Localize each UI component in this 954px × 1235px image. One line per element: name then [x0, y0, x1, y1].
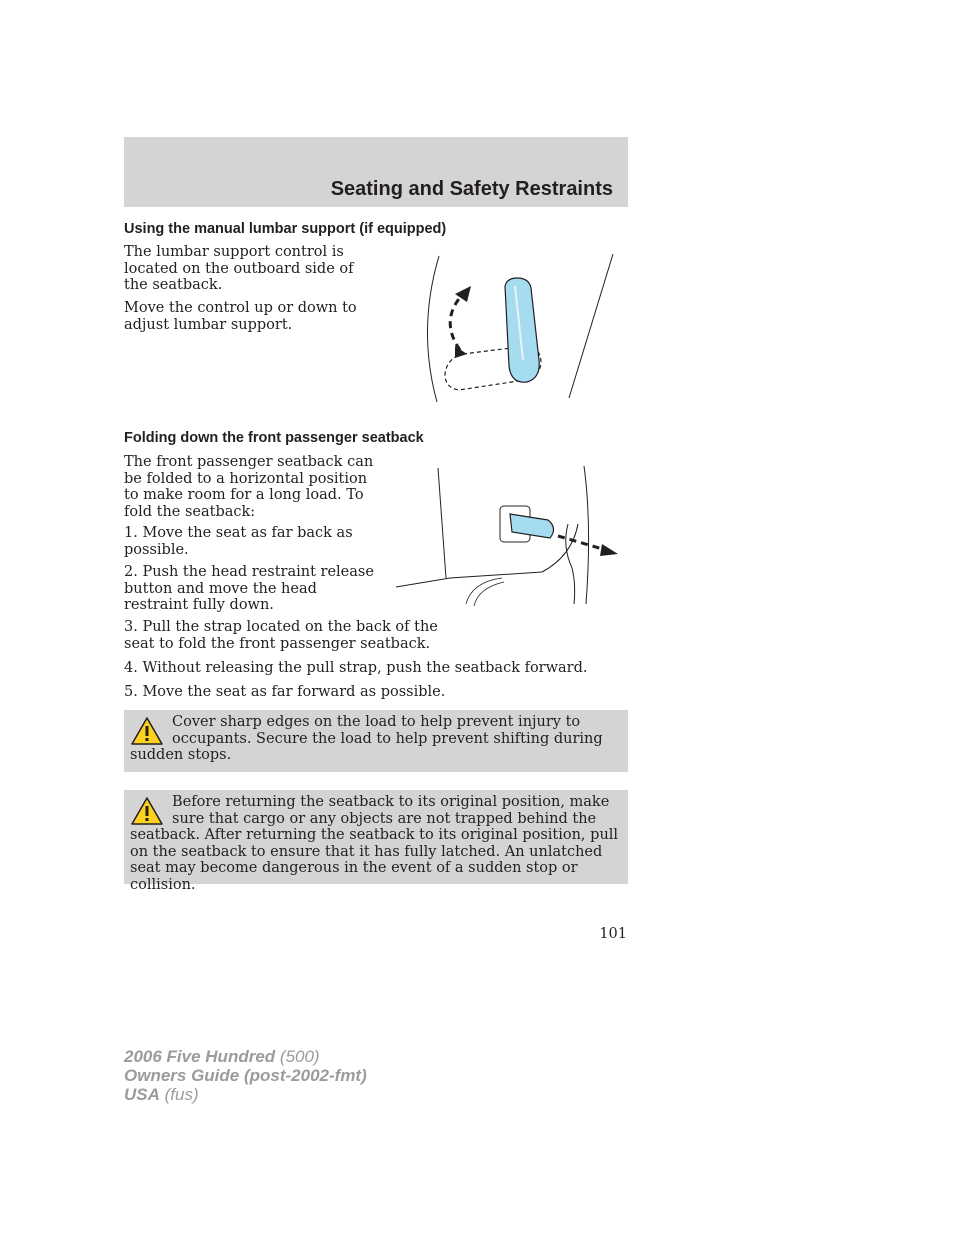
footer-model-code: (500) [279, 1047, 320, 1066]
warning-triangle-icon [130, 716, 164, 746]
footer [124, 1047, 367, 1104]
footer-guide: Owners Guide (post-2002-fmt) [124, 1066, 367, 1085]
lumbar-paragraph: The lumbar support control is located on the outboard side of the seatback. [124, 244, 354, 293]
fold-step: 5. Move the seat as far forward as possible. [124, 684, 446, 700]
fold-step: 2. Push the head restraint release button and move the head restraint fully down. [124, 564, 374, 613]
fold-heading: Folding down the front passenger seatback [124, 430, 424, 446]
footer-market: USA [124, 1085, 160, 1104]
warning-box [124, 790, 628, 893]
footer-market-code: (fus) [164, 1085, 199, 1104]
lumbar-heading: Using the manual lumbar support (if equipped) [124, 221, 447, 237]
fold-intro: The front passenger seatback can be folded to a horizontal position to make room for a long load. To fold the seatback: [124, 454, 374, 520]
fold-step: 1. Move the seat as far back as possible. [124, 525, 353, 558]
header-band [124, 137, 628, 207]
fold-step: 3. Pull the strap located on the back of the seat to fold the front passenger seatback. [124, 619, 438, 652]
page-number: 101 [599, 926, 627, 942]
lumbar-control-illustration [415, 250, 620, 405]
footer-model: 2006 Five Hundred [124, 1047, 276, 1066]
warning-text: Before returning the seatback to its original position, make sure that cargo or any objects are not trapped behind the seatback. After returning the seatback to its original position, pull on the seatback to ensure that it has fully latched. An unlatched seat may become dangerous in the event of a sudden stop or collision. [130, 794, 619, 893]
lumbar-paragraph: Move the control up or down to adjust lumbar support. [124, 300, 357, 333]
warning-text: Cover sharp edges on the load to help prevent injury to occupants. Secure the load to help prevent shifting during sudden stops. [130, 714, 603, 763]
page-title: Seating and Safety Restraints [330, 178, 613, 200]
fold-step: 4. Without releasing the pull strap, push the seatback forward. [124, 660, 588, 676]
seatback-strap-illustration [392, 464, 622, 609]
warning-triangle-icon [130, 796, 164, 826]
warning-box [124, 710, 628, 772]
